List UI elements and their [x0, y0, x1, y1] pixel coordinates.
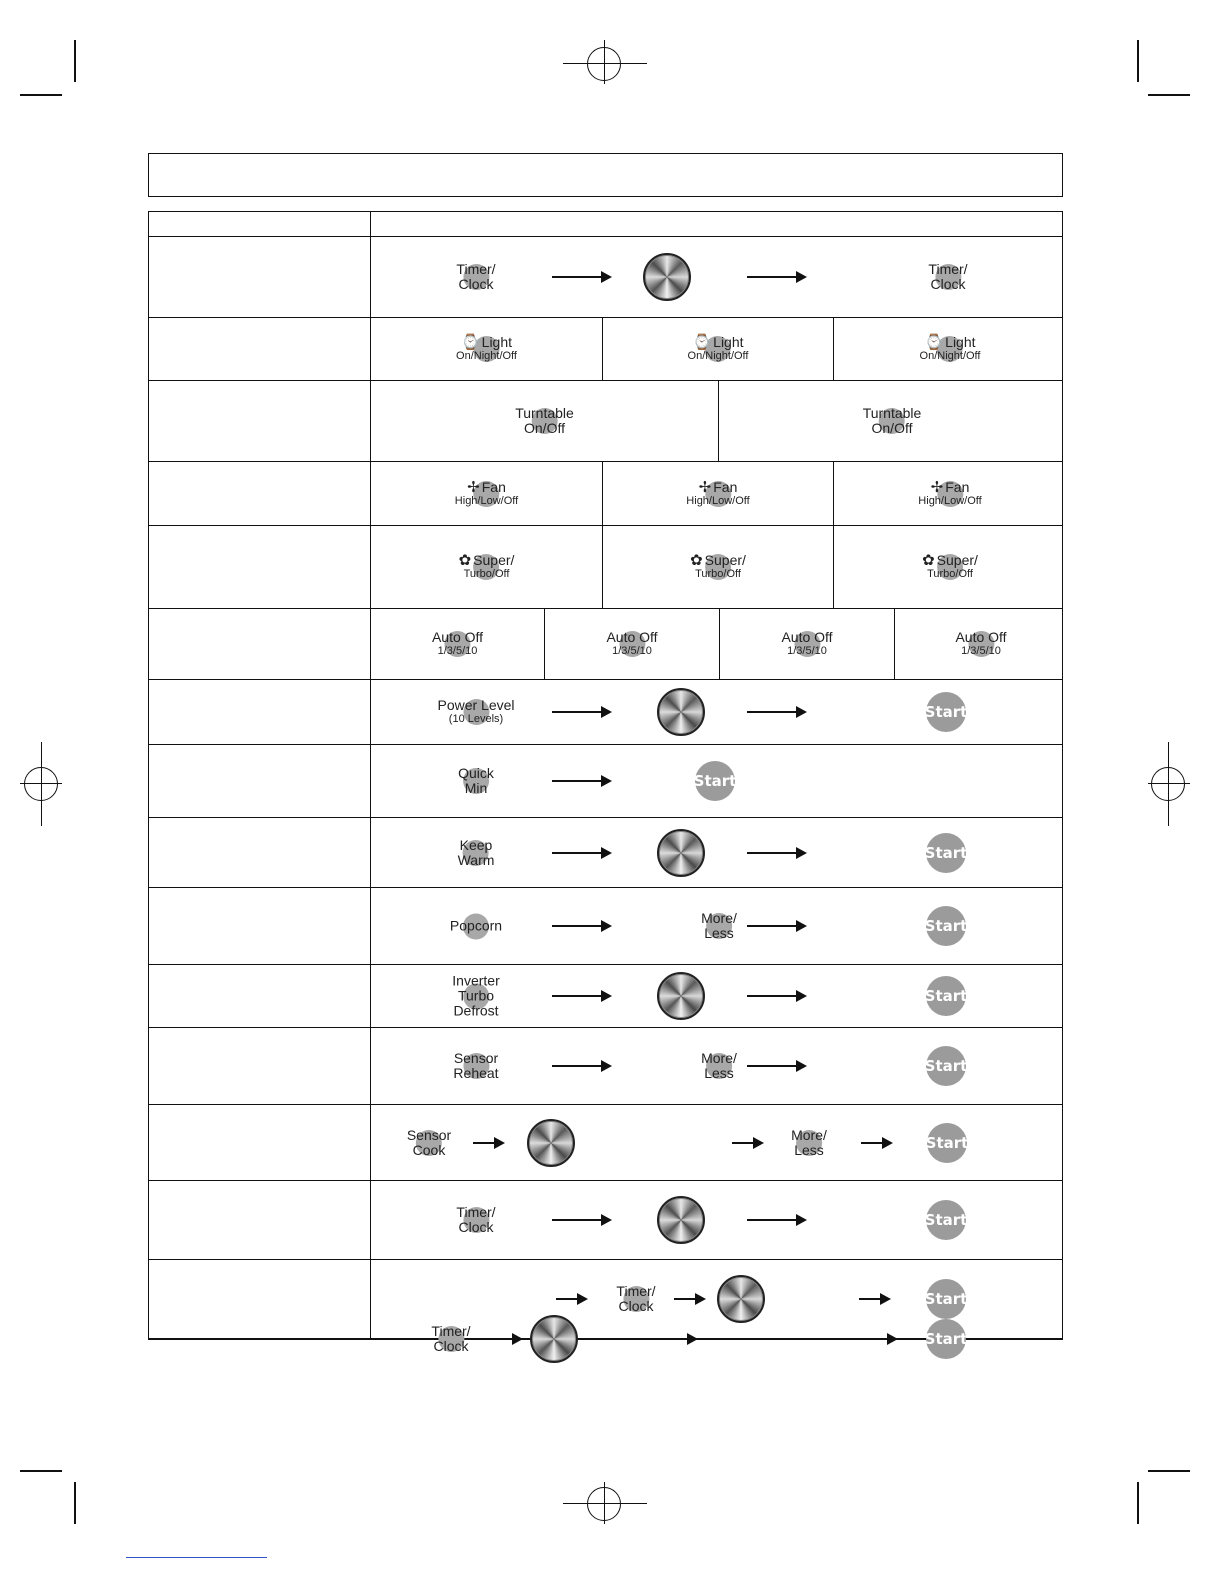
title-box [148, 153, 1063, 197]
step-cell [719, 609, 894, 679]
button-label [701, 1051, 737, 1081]
feature-name-cell [149, 318, 371, 380]
feature-name-cell [149, 965, 371, 1027]
fan-icon: ✢ [467, 478, 480, 496]
steps-cell [371, 680, 1062, 744]
table-row [149, 1259, 1062, 1338]
auto-off-button[interactable] [955, 630, 1006, 658]
button-sublabel: High/Low/Off [918, 494, 982, 507]
step-flow [371, 1105, 1062, 1180]
steps-cell [371, 1181, 1062, 1259]
bulb-icon: ⌚ [460, 334, 480, 351]
button-sublabel: On/Night/Off [456, 350, 517, 362]
button-label-text: Light [945, 334, 976, 350]
button-label-text: More/ Less [791, 1126, 827, 1158]
start-button[interactable]: Start [926, 906, 966, 946]
button-sublabel: Turbo/Off [463, 568, 510, 580]
table-row [149, 461, 1062, 525]
fan-button[interactable] [686, 480, 749, 508]
button-label-text: Timer/ Clock [431, 1323, 471, 1354]
step-cell [718, 381, 1065, 461]
steps-cell [371, 318, 1066, 380]
table-row [149, 1323, 1062, 1354]
more-less-button[interactable] [701, 1051, 737, 1081]
button-label-text: Timer/ Clock [456, 261, 496, 292]
button-label [515, 406, 574, 436]
button-label-text: Quick Min [458, 765, 494, 796]
step-cell [371, 381, 718, 461]
button-label-text: Fan [481, 478, 506, 495]
super-button[interactable] [922, 553, 978, 581]
crop-mark [604, 40, 605, 84]
more-less-button[interactable] [701, 911, 737, 941]
arrow-icon [552, 711, 610, 713]
button-label [690, 553, 746, 568]
dial-knob[interactable] [717, 1275, 765, 1323]
keep-warm-button[interactable] [458, 838, 495, 868]
feature-name-cell [149, 888, 371, 964]
steps-cell [371, 818, 1062, 887]
step-cell [602, 526, 833, 608]
arrow-icon [866, 1338, 896, 1340]
timer-clock-button[interactable] [456, 1205, 495, 1235]
turbo-fan-icon: ✿ [458, 552, 472, 569]
steps-cell [371, 1028, 1062, 1104]
button-sublabel: 1/3/5/10 [612, 645, 652, 657]
dial-knob[interactable] [530, 1315, 578, 1363]
arrow-icon [666, 1338, 696, 1340]
arrow-icon [552, 276, 610, 278]
button-label [955, 630, 1006, 645]
button-sublabel: Turbo/Off [927, 568, 973, 580]
button-label [432, 630, 483, 645]
light-button[interactable] [688, 335, 749, 363]
button-label [453, 1051, 498, 1081]
arrow-icon [747, 1219, 805, 1221]
arrow-icon [552, 995, 610, 997]
light-button[interactable] [456, 335, 517, 363]
table-row [149, 380, 1062, 461]
quick-min-button[interactable] [458, 766, 494, 796]
button-label-text: Light [713, 334, 744, 350]
button-label-text: Turntable On/Off [515, 405, 574, 436]
crop-mark [1137, 40, 1139, 82]
arrow-icon [747, 995, 805, 997]
table-row [149, 525, 1062, 608]
turntable-on-off-button[interactable] [863, 406, 922, 436]
feature-name-cell [149, 1260, 371, 1338]
crop-mark [1137, 1482, 1139, 1524]
step-flow [371, 965, 1062, 1027]
step-cell [371, 526, 602, 608]
dial-knob[interactable] [527, 1119, 575, 1167]
crop-mark [1168, 742, 1169, 826]
table-row [149, 817, 1062, 887]
table-row [149, 744, 1062, 817]
button-sublabel: High/Low/Off [686, 494, 750, 507]
button-label [922, 553, 978, 568]
quick-reference-table [148, 211, 1063, 1354]
feature-name-cell [149, 609, 371, 679]
crop-mark [20, 94, 62, 96]
bulb-icon: ⌚ [924, 334, 944, 351]
arrow-icon [747, 852, 805, 854]
button-label [928, 262, 967, 292]
step-flow [371, 680, 1062, 744]
timer-clock-button[interactable] [616, 1284, 655, 1314]
button-label-text: More/ Less [701, 1050, 737, 1081]
button-label-text: Auto Off [431, 629, 484, 645]
sensor-cook-button[interactable] [407, 1128, 451, 1158]
sensor-reheat-button[interactable] [453, 1051, 498, 1081]
table-row [149, 608, 1062, 679]
button-label-text: Auto Off [955, 629, 1007, 645]
light-button[interactable] [920, 335, 981, 363]
button-label [920, 335, 981, 350]
button-label [616, 1284, 655, 1314]
arrow-icon [552, 925, 610, 927]
step-cell [371, 462, 602, 525]
steps-cell [371, 237, 1062, 317]
steps-header-cell [371, 212, 1062, 236]
steps-cell [371, 609, 1067, 679]
crop-mark [604, 1482, 605, 1524]
popcorn-button[interactable] [450, 919, 502, 934]
step-flow [371, 745, 1062, 817]
timer-clock-button[interactable] [456, 262, 495, 292]
feature-name-cell [149, 1028, 371, 1104]
feature-name-cell [149, 381, 371, 461]
arrow-icon [747, 276, 805, 278]
arrow-icon [859, 1298, 889, 1300]
dial-knob[interactable] [657, 972, 705, 1020]
button-label-text: Inverter Turbo Defrost [452, 972, 500, 1019]
button-label-text: Fan [713, 478, 738, 495]
button-label [450, 919, 502, 934]
button-label [791, 1128, 827, 1158]
step-flow [371, 237, 1062, 317]
start-button[interactable]: Start [695, 761, 735, 801]
timer-clock-button[interactable] [928, 262, 967, 292]
start-button[interactable]: Start [927, 1123, 967, 1163]
arrow-icon [552, 1065, 610, 1067]
steps-cell [371, 888, 1062, 964]
steps-cell [371, 1105, 1062, 1180]
start-button[interactable]: Start [926, 1319, 966, 1359]
steps-cell [371, 381, 1065, 461]
button-label [456, 1205, 495, 1235]
button-label [686, 480, 749, 495]
arrow-icon [747, 1065, 805, 1067]
feature-name-cell [149, 745, 371, 817]
arrow-icon [747, 925, 805, 927]
fan-button[interactable] [455, 480, 518, 508]
button-label-text: Popcorn [449, 917, 503, 934]
button-label-text: Timer/ Clock [616, 1283, 656, 1314]
button-sublabel: 1/3/5/10 [961, 645, 1001, 657]
crop-mark [563, 63, 647, 64]
arrow-icon [732, 1142, 762, 1144]
button-label-text: Fan [945, 478, 970, 495]
button-label [407, 1128, 451, 1158]
auto-off-button[interactable] [781, 630, 832, 658]
step-cell [833, 526, 1066, 608]
button-label-text: Super/ [473, 552, 515, 568]
auto-off-button[interactable] [606, 630, 657, 658]
dial-knob[interactable] [657, 1196, 705, 1244]
feature-name-cell [149, 1105, 371, 1180]
crop-mark [1148, 1470, 1190, 1472]
dial-knob[interactable] [657, 688, 705, 736]
button-sublabel: On/Night/Off [687, 350, 749, 362]
button-label [863, 406, 922, 436]
feature-name-cell [149, 818, 371, 887]
button-sublabel: Turbo/Off [695, 568, 741, 580]
start-button[interactable]: Start [926, 1200, 966, 1240]
turbo-fan-icon: ✿ [690, 552, 703, 569]
bulb-icon: ⌚ [692, 334, 712, 351]
button-label [701, 911, 737, 941]
table-row [149, 1027, 1062, 1104]
feature-name-cell [149, 462, 371, 525]
arrow-icon [473, 1142, 503, 1144]
button-label-text: Sensor Reheat [453, 1050, 499, 1081]
feature-name-cell [149, 1181, 371, 1259]
arrow-icon [861, 1142, 891, 1144]
button-label-text: Keep Warm [457, 836, 495, 868]
table-row [149, 317, 1062, 380]
table-row [149, 679, 1062, 744]
more-less-button[interactable] [791, 1128, 827, 1158]
feature-header-cell [149, 212, 371, 236]
button-label [459, 553, 515, 568]
turntable-on-off-button[interactable] [515, 406, 574, 436]
turbo-fan-icon: ✿ [922, 552, 935, 569]
dial-knob[interactable] [643, 253, 691, 301]
button-label-text: Sensor Cook [406, 1126, 452, 1158]
arrow-icon [747, 711, 805, 713]
button-label-text: Light [481, 334, 513, 350]
step-flow [371, 1028, 1062, 1104]
button-sublabel: (10 Levels) [448, 713, 504, 725]
table-row [149, 964, 1062, 1027]
inverter-turbo-defrost-button[interactable] [452, 974, 499, 1019]
steps-cell [371, 462, 1066, 525]
button-label-text: Power Level [437, 697, 515, 713]
feature-name-cell [149, 680, 371, 744]
button-label-text: Timer/ Clock [456, 1204, 496, 1235]
feature-name-cell [149, 237, 371, 317]
crop-mark [41, 742, 42, 826]
crop-mark [1148, 783, 1190, 784]
table-row [149, 1104, 1062, 1180]
step-cell [833, 318, 1066, 380]
power-level-button[interactable] [437, 698, 514, 726]
steps-cell [371, 745, 1062, 817]
crop-mark [563, 1503, 647, 1504]
step-cell [602, 462, 833, 525]
steps-cell [371, 526, 1066, 608]
button-sublabel: 1/3/5/10 [437, 645, 478, 657]
crop-mark [1148, 94, 1190, 96]
arrow-icon [552, 852, 610, 854]
button-label-text: Auto Off [606, 629, 658, 645]
button-label-text: Super/ [704, 552, 746, 568]
step-flow [371, 818, 1062, 887]
button-label [606, 630, 657, 645]
arrow-icon [674, 1298, 704, 1300]
start-button[interactable]: Start [926, 833, 966, 873]
arrow-icon [552, 780, 610, 782]
button-label [781, 630, 832, 645]
step-cell [833, 462, 1066, 525]
start-button[interactable]: Start [926, 692, 966, 732]
button-sublabel: 1/3/5/10 [787, 645, 827, 657]
fan-icon: ✢ [930, 478, 944, 496]
button-label [431, 1324, 470, 1354]
button-label-text: Super/ [936, 552, 978, 568]
button-label [458, 838, 495, 868]
start-button[interactable]: Start [926, 976, 966, 1016]
button-label-text: Timer/ Clock [928, 261, 968, 292]
link-underline [126, 1557, 267, 1558]
step-cell [371, 318, 602, 380]
table-row [149, 1180, 1062, 1259]
button-label [688, 335, 749, 350]
button-label [456, 262, 495, 292]
crop-mark [74, 40, 76, 82]
start-button[interactable]: Start [926, 1279, 966, 1319]
step-cell [371, 609, 544, 679]
button-label-text: Auto Off [781, 629, 833, 645]
super-button[interactable] [690, 553, 746, 581]
button-label [455, 480, 518, 495]
table-row [149, 236, 1062, 317]
button-label [456, 335, 517, 350]
crop-mark [74, 1482, 76, 1524]
step-cell [894, 609, 1067, 679]
button-label-text: Turntable On/Off [862, 405, 922, 436]
button-label [458, 766, 494, 796]
fan-icon: ✢ [698, 478, 712, 496]
timer-clock-button[interactable] [431, 1324, 470, 1354]
arrow-icon [491, 1338, 521, 1340]
dial-knob[interactable] [657, 829, 705, 877]
step-cell [544, 609, 719, 679]
button-label [918, 480, 981, 495]
feature-name-cell [149, 526, 371, 608]
auto-off-button[interactable] [432, 630, 483, 658]
step-cell [602, 318, 833, 380]
steps-cell [371, 965, 1062, 1027]
table-row [149, 887, 1062, 964]
step-flow [371, 888, 1062, 964]
super-button[interactable] [459, 553, 515, 581]
button-label-text: More/ Less [701, 910, 737, 941]
button-sublabel: High/Low/Off [454, 494, 519, 507]
fan-button[interactable] [918, 480, 981, 508]
table-header-row [149, 212, 1062, 236]
button-sublabel: On/Night/Off [919, 350, 981, 362]
button-label [452, 974, 499, 1019]
start-button[interactable]: Start [926, 1046, 966, 1086]
arrow-icon [552, 1219, 610, 1221]
step-flow [371, 1181, 1062, 1259]
button-label [437, 698, 514, 713]
crop-mark [20, 1470, 62, 1472]
arrow-icon [556, 1298, 586, 1300]
